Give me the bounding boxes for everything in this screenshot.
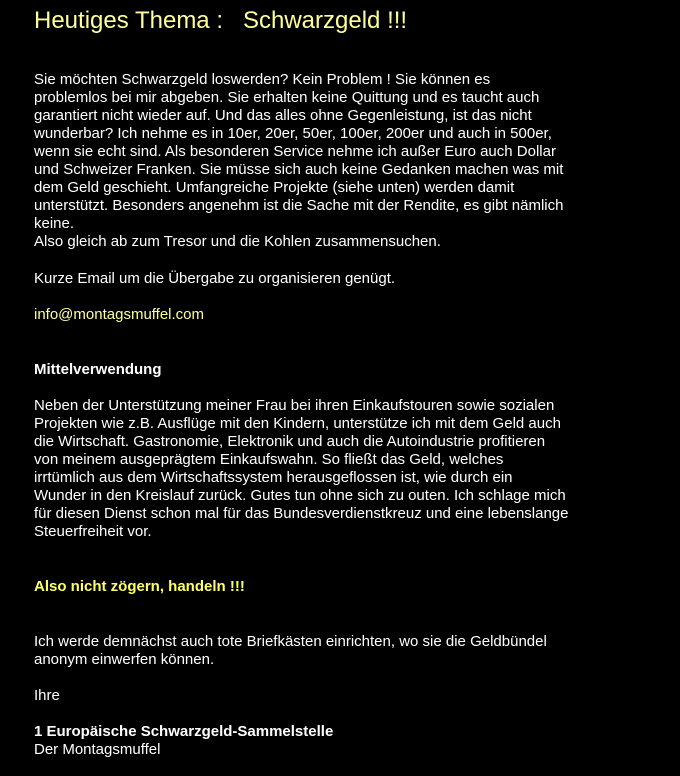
mailbox-line: anonym einwerfen können. [34, 651, 215, 668]
section-line: Steuerfreiheit vor. [34, 523, 152, 540]
mailbox-line: Ich werde demnächst auch tote Briefkästen einrichten, wo sie die Geldbündel [34, 633, 547, 650]
call-to-action: Also nicht zögern, handeln !!! [34, 578, 245, 595]
intro-line: unterstützt. Besonders angenehm ist die Sache mit der Rendite, es gibt nämlich [34, 197, 564, 214]
intro-line: garantiert nicht wieder auf. Und das alles ohne Gegenleistung, ist das nicht [34, 107, 532, 124]
section-line: Wunder in den Kreislauf zurück. Gutes tun ohne sich zu outen. Ich schlage mich [34, 487, 566, 504]
section-line: Neben der Unterstützung meiner Frau bei ihren Einkaufstouren sowie sozialen [34, 397, 555, 414]
section-line: Projekten wie z.B. Ausflüge mit den Kindern, unterstütze ich mit dem Geld auch [34, 415, 561, 432]
section-line: irrtümlich aus dem Wirtschaftssystem herausgeflossen ist, wie durch ein [34, 469, 513, 486]
section-paragraph [34, 397, 569, 541]
intro-paragraph [34, 71, 614, 251]
intro-line: Also gleich ab zum Tresor und die Kohlen zusammensuchen. [34, 233, 441, 250]
intro-line: und Schweizer Franken. Sie müsse sich auch keine Gedanken machen was mit [34, 161, 564, 178]
email-instruction: Kurze Email um die Übergabe zu organisieren genügt. [34, 270, 396, 287]
mailbox-paragraph [34, 633, 547, 669]
signature-organization: 1 Europäische Schwarzgeld-Sammelstelle [34, 723, 334, 740]
signature-name: Der Montagsmuffel [34, 741, 161, 758]
intro-line: keine. [34, 215, 75, 232]
section-line: die Wirtschaft. Gastronomie, Elektronik und auch die Autoindustrie profitieren [34, 433, 546, 450]
page-title: Heutiges Thema : Schwarzgeld !!! [34, 7, 408, 34]
section-line: für diesen Dienst schon mal für das Bundesverdienstkreuz und eine lebenslange [34, 505, 569, 522]
intro-line: Sie möchten Schwarzgeld loswerden? Kein Problem ! Sie können es [34, 71, 491, 88]
intro-line: dem Geld geschieht. Umfangreiche Projekte (siehe unten) werden damit [34, 179, 515, 196]
closing: Ihre [34, 687, 60, 704]
intro-line: wunderbar? Ich nehme es in 10er, 20er, 50er, 100er, 200er und auch in 500er, [34, 125, 552, 142]
section-line: von meinem ausgeprägtem Einkaufswahn. So fließt das Geld, welches [34, 451, 504, 468]
intro-line: problemlos bei mir abgeben. Sie erhalten keine Quittung und es taucht auch [34, 89, 540, 106]
email-link[interactable]: info@montagsmuffel.com [34, 306, 205, 323]
section-heading: Mittelverwendung [34, 361, 162, 378]
intro-line: wenn sie echt sind. Als besonderen Service nehme ich außer Euro auch Dollar [34, 143, 556, 160]
